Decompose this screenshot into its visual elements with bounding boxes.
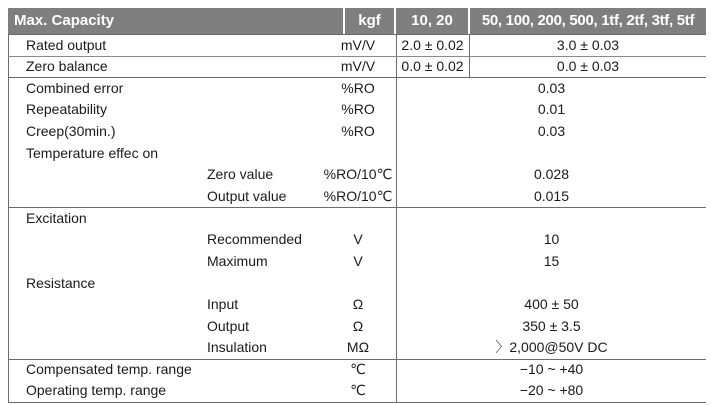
output-resistance-value: 350 ± 3.5 <box>522 318 581 334</box>
compensated-temp-label: Compensated temp. range <box>26 361 192 377</box>
input-resistance-value: 400 ± 50 <box>524 296 579 312</box>
output-resistance-label: Output <box>207 318 250 334</box>
creep-label: Creep(30min.) <box>26 123 116 139</box>
zero-balance-small: 0.0 ± 0.02 <box>401 58 464 74</box>
recommended-unit: V <box>353 231 363 247</box>
header-capacity-small: 10, 20 <box>396 8 468 34</box>
output-resistance-unit: Ω <box>352 318 364 334</box>
resistance-label: Resistance <box>26 275 96 291</box>
insulation-value: 〉2,000@50V DC <box>495 339 608 355</box>
output-value-label: Output value <box>207 188 287 204</box>
input-resistance-label: Input <box>207 296 239 312</box>
recommended-value: 10 <box>543 231 560 247</box>
compensated-temp-value: −10 ~ +40 <box>519 361 584 377</box>
zero-value-value: 0.028 <box>533 166 570 182</box>
zero-value-label: Zero value <box>207 166 274 182</box>
insulation-label: Insulation <box>207 339 267 355</box>
output-value-unit: %RO/10℃ <box>323 188 393 204</box>
rated-output-large: 3.0 ± 0.03 <box>556 37 620 53</box>
operating-temp-value: −20 ~ +80 <box>519 382 584 398</box>
zero-balance-label: Zero balance <box>26 58 108 74</box>
operating-temp-label: Operating temp. range <box>26 382 167 398</box>
header-unit: kgf <box>345 8 394 34</box>
creep-unit: %RO <box>341 123 375 139</box>
recommended-label: Recommended <box>207 231 302 247</box>
combined-error-unit: %RO <box>341 80 375 96</box>
divider-left <box>8 34 9 402</box>
creep-value: 0.03 <box>537 123 566 139</box>
operating-temp-unit: ℃ <box>350 382 366 398</box>
header-max-capacity: Max. Capacity <box>8 8 343 34</box>
repeatability-unit: %RO <box>341 101 375 117</box>
repeatability-label: Repeatability <box>26 101 107 117</box>
rated-output-small: 2.0 ± 0.02 <box>401 37 464 53</box>
maximum-value: 15 <box>543 253 560 269</box>
excitation-label: Excitation <box>26 210 87 226</box>
zero-balance-unit: mV/V <box>340 58 376 74</box>
zero-balance-large: 0.0 ± 0.03 <box>556 58 620 74</box>
insulation-unit: MΩ <box>346 339 370 355</box>
temperature-effect-label: Temperature effec on <box>26 145 159 161</box>
rule-bottom <box>8 402 706 403</box>
combined-error-value: 0.03 <box>537 80 566 96</box>
rated-output-label: Rated output <box>26 37 107 53</box>
compensated-temp-unit: ℃ <box>350 361 366 377</box>
input-resistance-unit: Ω <box>352 296 364 312</box>
maximum-unit: V <box>353 253 363 269</box>
combined-error-label: Combined error <box>26 80 124 96</box>
header-capacity-large: 50, 100, 200, 500, 1tf, 2tf, 3tf, 5tf <box>470 8 706 34</box>
zero-value-unit: %RO/10℃ <box>323 166 393 182</box>
maximum-label: Maximum <box>207 253 268 269</box>
repeatability-value: 0.01 <box>537 101 566 117</box>
output-value-value: 0.015 <box>533 188 570 204</box>
rated-output-unit: mV/V <box>340 37 376 53</box>
